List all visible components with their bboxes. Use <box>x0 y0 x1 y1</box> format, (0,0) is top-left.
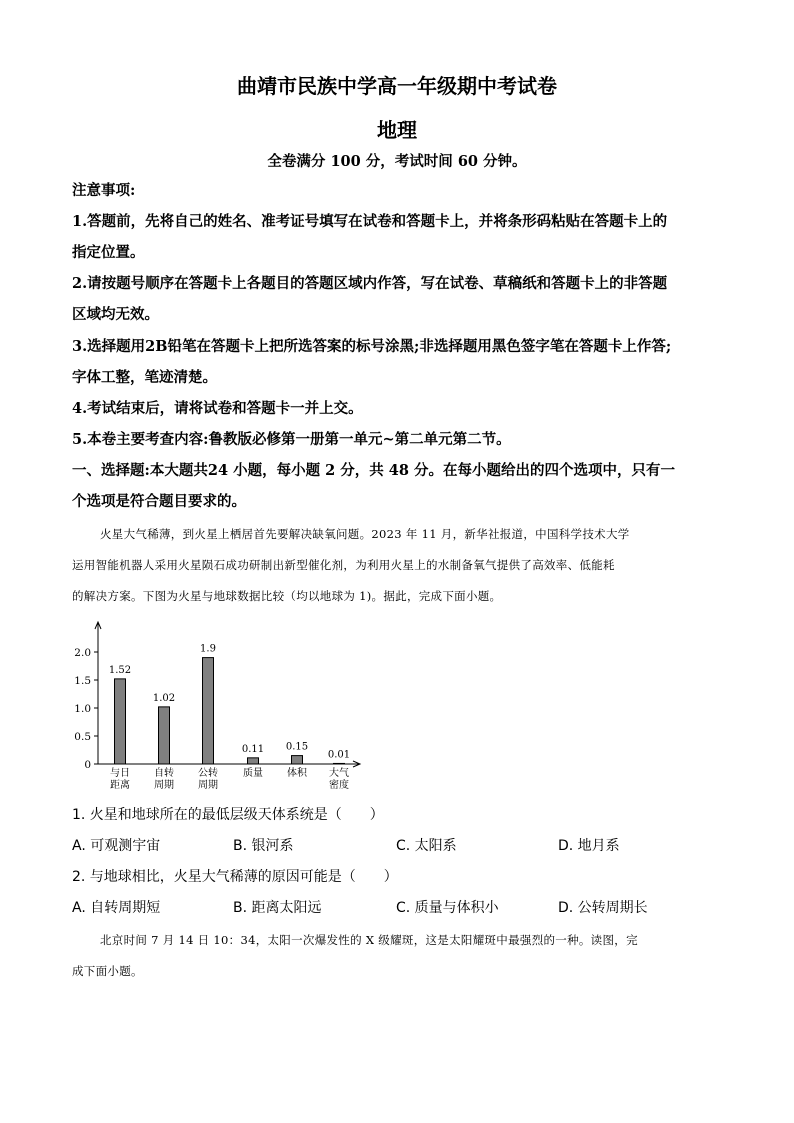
category-label: 公转 <box>198 768 218 779</box>
passage-2-line-1: 北京时间 7 月 14 日 10：34，太阳一次爆发性的 X 级耀斑，这是太阳耀斑中最强烈的一种。读图，完 <box>100 933 638 947</box>
passage-1-line-2: 运用智能机器人采用火星陨石成功研制出新型催化剂，为利用火星上的水制备氧气提供了高效率、低能耗 <box>72 558 615 572</box>
notice-item-1-line-1: 1.答题前，先将自己的姓名、准考证号填写在试卷和答题卡上，并将条形码粘贴在答题卡上的 <box>72 213 668 230</box>
bar-value-label: 1.02 <box>152 692 176 704</box>
category-label: 密度 <box>329 780 349 791</box>
notice-item-3-line-2: 字体工整，笔迹清楚。 <box>72 369 217 386</box>
bar <box>159 707 170 764</box>
section-1-line-2: 个选项是符合题目要求的。 <box>72 493 246 510</box>
exam-title: 曲靖市民族中学高一年级期中考试卷 <box>237 74 557 98</box>
notice-item-3-line-1: 3.选择题用2B铅笔在答题卡上把所选答案的标号涂黑;非选择题用黑色签字笔在答题卡上作答; <box>72 338 672 355</box>
question-2-option-b: B. 距离太阳远 <box>233 900 322 916</box>
category-label: 质量 <box>243 768 263 779</box>
section-1-line-1: 一、选择题:本大题共24 小题，每小题 2 分，共 48 分。在每小题给出的四个选项中，只有一 <box>72 462 676 479</box>
category-label: 距离 <box>110 780 130 791</box>
question-2-stem: 2. 与地球相比，火星大气稀薄的原因可能是（ ） <box>72 869 398 885</box>
passage-1-line-3: 的解决方案。下图为火星与地球数据比较（均以地球为 1)。据此，完成下面小题。 <box>72 589 502 603</box>
category-label: 与日 <box>110 768 130 779</box>
notice-heading: 注意事项: <box>72 182 136 199</box>
bar-value-label: 0.11 <box>241 743 265 755</box>
bar <box>248 758 259 764</box>
passage-2-line-2: 成下面小题。 <box>72 964 143 978</box>
category-label: 周期 <box>198 780 218 791</box>
y-tick-label: 1.5 <box>74 675 91 687</box>
notice-item-1-line-2: 指定位置。 <box>72 244 145 261</box>
category-label: 大气 <box>329 768 349 779</box>
bar-value-label: 0.01 <box>327 749 351 761</box>
y-tick-label: 0 <box>84 759 91 771</box>
question-1-option-a: A. 可观测宇宙 <box>72 838 161 854</box>
category-label: 自转 <box>154 768 174 779</box>
bar <box>115 679 126 764</box>
question-2-option-c: C. 质量与体积小 <box>396 900 499 916</box>
question-1-stem: 1. 火星和地球所在的最低层级天体系统是（ ） <box>72 807 384 823</box>
notice-item-5: 5.本卷主要考查内容:鲁教版必修第一册第一单元~第二单元第二节。 <box>72 431 511 448</box>
bar <box>203 658 214 764</box>
bar-value-label: 0.15 <box>285 741 309 753</box>
mars-earth-bar-chart <box>60 612 380 802</box>
bar <box>334 763 345 764</box>
question-1-option-b: B. 银河系 <box>233 838 294 854</box>
category-label: 周期 <box>154 780 174 791</box>
notice-item-2-line-2: 区域均无效。 <box>72 306 159 323</box>
bar-value-label: 1.52 <box>108 664 132 676</box>
y-tick-label: 0.5 <box>74 731 91 743</box>
y-tick-label: 2.0 <box>74 647 91 659</box>
category-label: 体积 <box>287 768 307 779</box>
question-2-option-a: A. 自转周期短 <box>72 900 161 916</box>
question-1-option-d: D. 地月系 <box>558 838 620 854</box>
y-tick-label: 1.0 <box>74 703 91 715</box>
notice-item-2-line-1: 2.请按题号顺序在答题卡上各题目的答题区域内作答，写在试卷、草稿纸和答题卡上的非答题 <box>72 275 668 292</box>
full-score-note: 全卷满分 100 分，考试时间 60 分钟。 <box>267 153 527 170</box>
passage-1-line-1: 火星大气稀薄，到火星上栖居首先要解决缺氧问题。2023 年 11 月，新华社报道，中国科学技术大学 <box>100 527 630 541</box>
question-2-option-d: D. 公转周期长 <box>558 900 648 916</box>
bar-value-label: 1.9 <box>200 643 216 655</box>
subject-title: 地理 <box>377 118 417 142</box>
bar <box>292 756 303 764</box>
notice-item-4: 4.考试结束后，请将试卷和答题卡一并上交。 <box>72 400 363 417</box>
question-1-option-c: C. 太阳系 <box>396 838 457 854</box>
